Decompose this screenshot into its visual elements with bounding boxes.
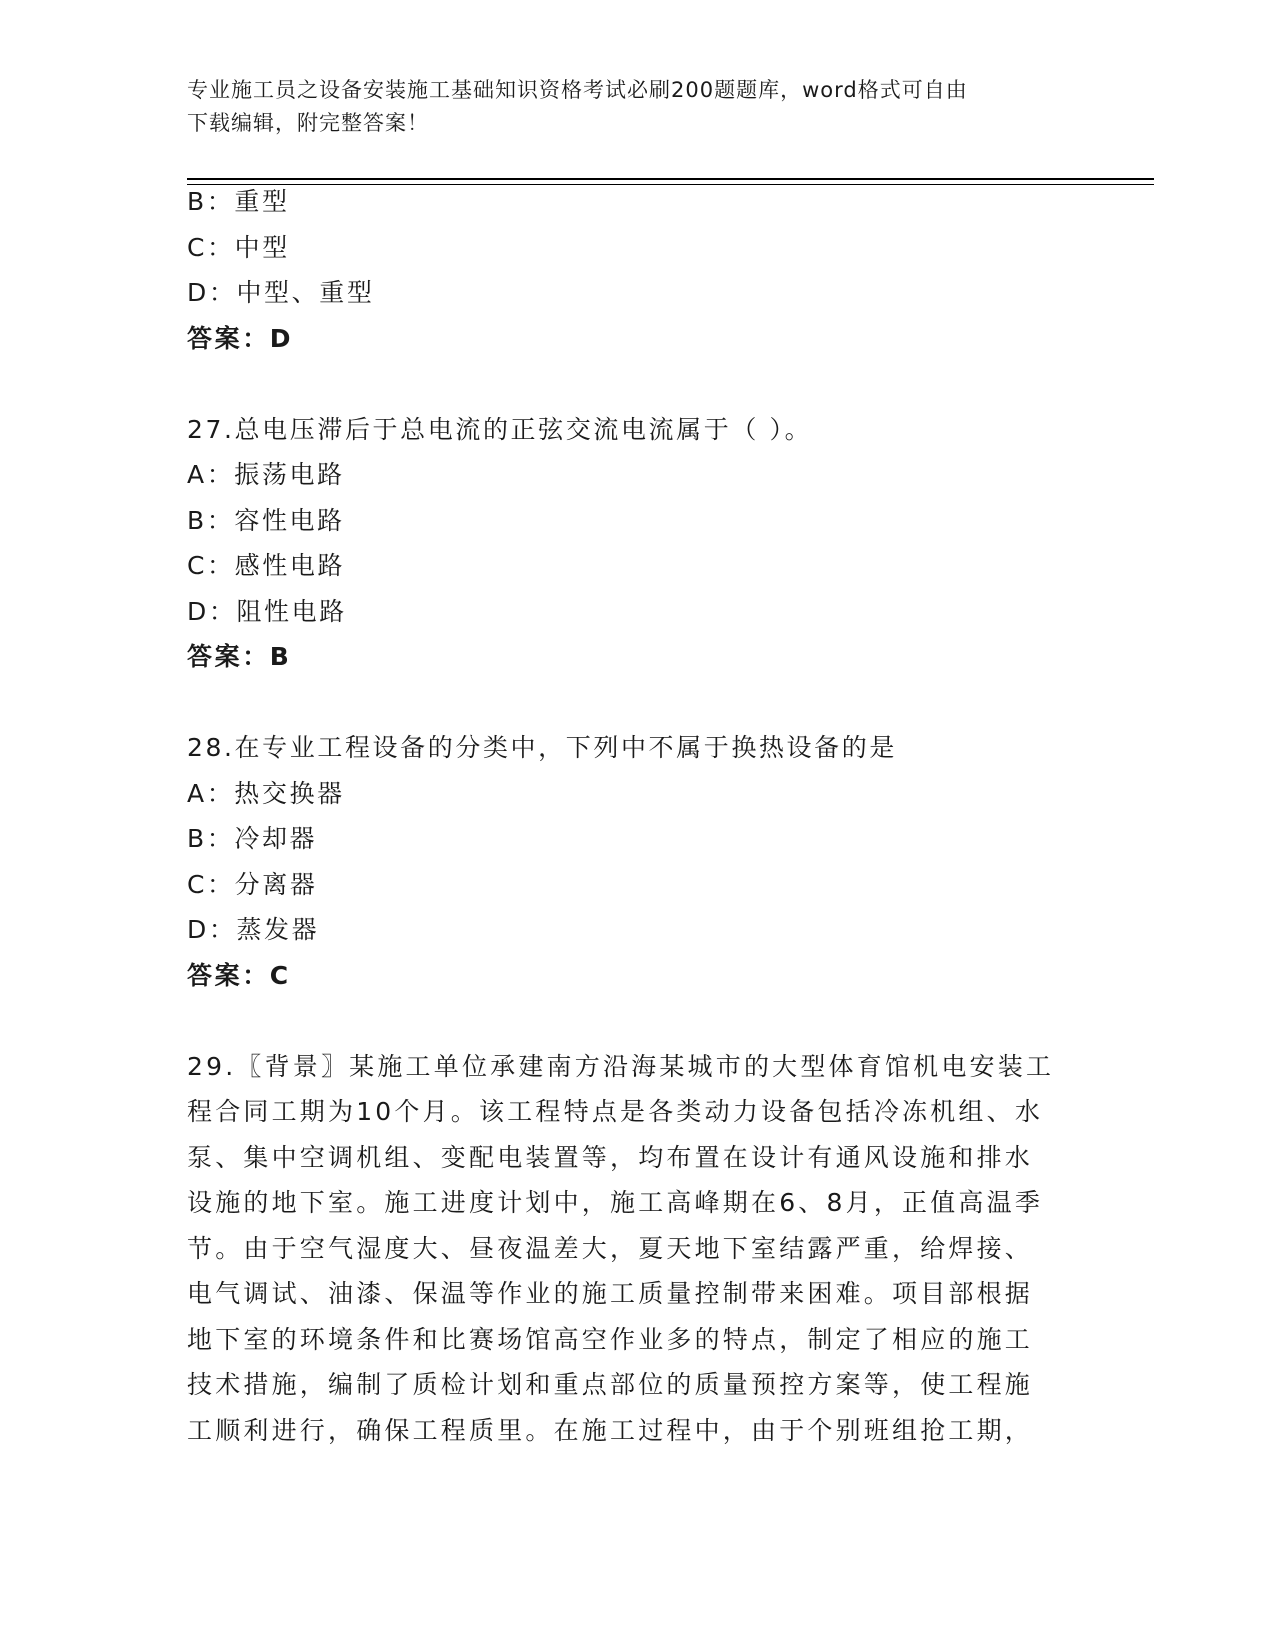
question-28 — [187, 725, 1087, 998]
spacer — [187, 998, 1087, 1044]
option-d: D：蒸发器 — [187, 915, 320, 944]
answer: 答案：C — [187, 960, 291, 990]
document-body — [187, 179, 1087, 1453]
spacer — [187, 680, 1087, 726]
question-29 — [187, 1044, 1087, 1454]
paragraph-line: 程合同工期为10个月。该工程特点是各类动力设备包括冷冻机组、水 — [187, 1097, 1044, 1126]
option-b: B：容性电路 — [187, 505, 345, 535]
question-26-tail — [187, 179, 1087, 361]
paragraph-line: 节。由于空气湿度大、昼夜温差大，夏天地下室结露严重，给焊接、 — [187, 1233, 1034, 1263]
option-d: D：中型、重型 — [187, 278, 375, 307]
header-title-line-2: 下载编辑，附完整答案！ — [187, 111, 429, 135]
option-c: C：感性电路 — [187, 551, 346, 580]
question-stem: 27.总电压滞后于总电流的正弦交流电流属于（ ）。 — [187, 414, 813, 444]
option-b: B：冷却器 — [187, 824, 318, 853]
header-title-line-1: 专业施工员之设备安装施工基础知识资格考试必刷200题题库，word格式可自由 — [187, 78, 968, 102]
option-c: C：中型 — [187, 232, 290, 262]
option-c: C：分离器 — [187, 869, 318, 899]
paragraph-line: 29.〖背景〗某施工单位承建南方沿海某城市的大型体育馆机电安装工 — [187, 1051, 1055, 1081]
paragraph-line: 泵、集中空调机组、变配电装置等，均布置在设计有通风设施和排水 — [187, 1142, 1034, 1172]
paragraph-line: 技术措施，编制了质检计划和重点部位的质量预控方案等，使工程施 — [187, 1370, 1034, 1399]
answer: 答案：D — [187, 323, 294, 353]
option-d: D：阻性电路 — [187, 596, 347, 626]
page-header — [187, 74, 1067, 140]
option-a: A：振荡电路 — [187, 460, 345, 489]
paragraph-line: 工顺利进行，确保工程质里。在施工过程中，由于个别班组抢工期， — [187, 1415, 1034, 1445]
paragraph-line: 电气调试、油漆、保温等作业的施工质量控制带来困难。项目部根据 — [187, 1279, 1034, 1308]
option-a: A：热交换器 — [187, 778, 345, 808]
question-stem: 28.在专业工程设备的分类中，下列中不属于换热设备的是 — [187, 733, 897, 762]
answer: 答案：B — [187, 642, 292, 671]
option-b: B：重型 — [187, 187, 290, 216]
spacer — [187, 361, 1087, 407]
question-27 — [187, 407, 1087, 680]
paragraph-line: 地下室的环境条件和比赛场馆高空作业多的特点，制定了相应的施工 — [187, 1324, 1034, 1354]
paragraph-line: 设施的地下室。施工进度计划中，施工高峰期在6、8月，正值高温季 — [187, 1188, 1044, 1217]
